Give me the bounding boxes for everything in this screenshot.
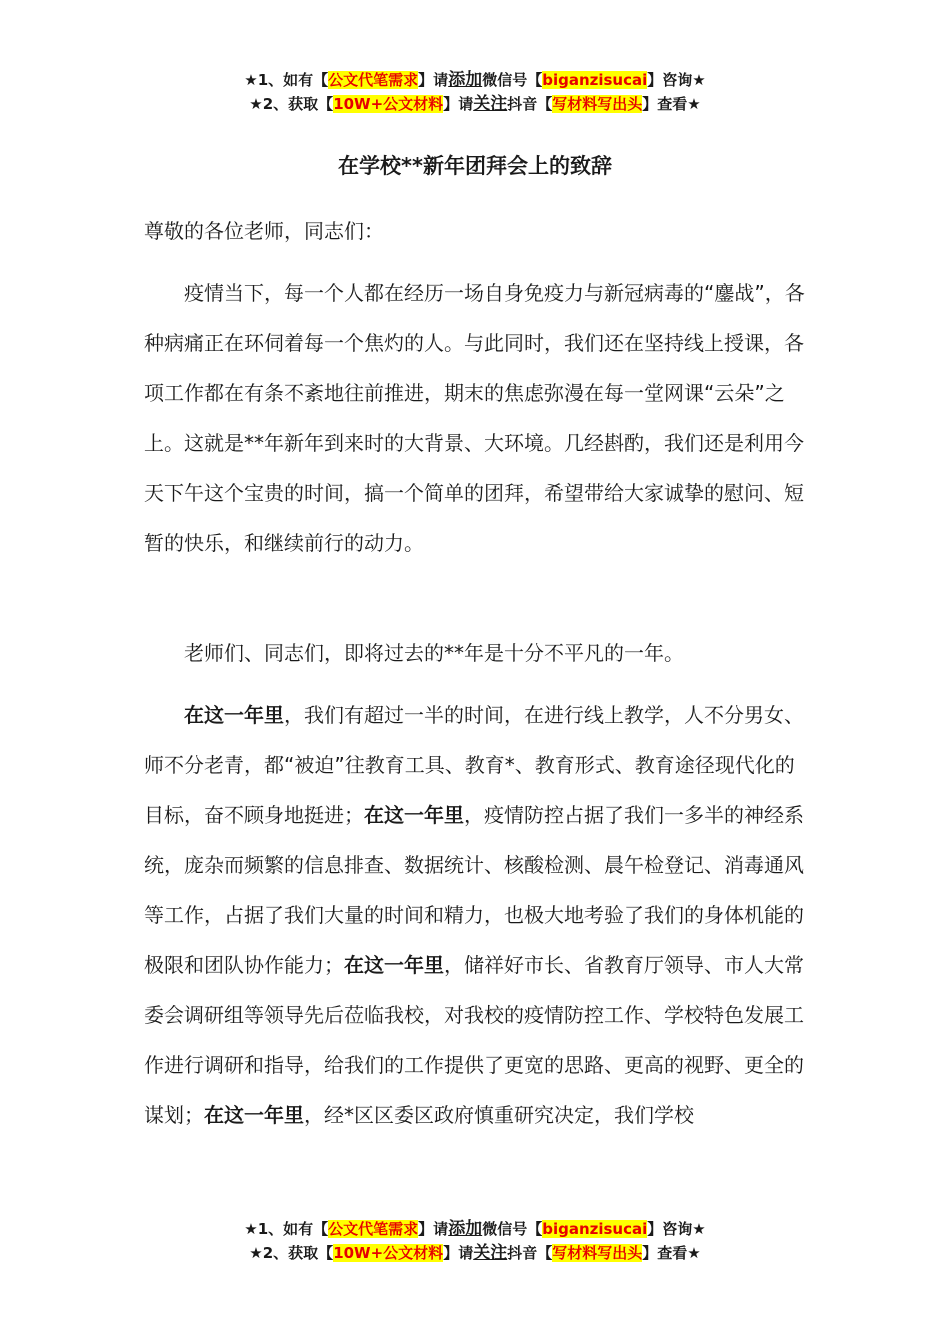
banner-text: 抖音【 (507, 1244, 553, 1262)
body-text: ，储祥好市长、省教育厅领导、市人大常委会调研组等领导先后莅临我校，对我校的疫情防控工作、学校特色发展工作进行调研和指导，给我们的工作提供了更宽的思路、更高的视野、更全的谋划； (144, 953, 804, 1127)
banner-highlight: 10W+公文材料 (333, 1244, 444, 1262)
paragraph (144, 628, 808, 678)
banner-text: ★2、获取【 (249, 95, 334, 113)
banner-text: 】请 (418, 1220, 449, 1238)
banner-highlight: 写材料写出头 (552, 1244, 643, 1262)
banner-text: ★2、获取【 (249, 1244, 334, 1262)
banner-emphasis: 添加 (448, 70, 483, 90)
banner-highlight: 写材料写出头 (552, 95, 643, 113)
banner-text: 抖音【 (507, 95, 553, 113)
banner-emphasis: 关注 (473, 1243, 508, 1263)
document-title: 在学校**新年团拜会上的致辞 (338, 154, 612, 178)
emphasis-text: 在这一年里 (184, 703, 284, 727)
banner-highlight: 10W+公文材料 (333, 95, 444, 113)
banner-text: ★1、如有【 (244, 71, 329, 89)
emphasis-text: 在这一年里 (364, 803, 464, 827)
paragraph-text: 老师们、同志们，即将过去的**年是十分不平凡的一年。 (184, 641, 684, 665)
header-banner (0, 68, 950, 116)
banner-highlight: biganzisucai (542, 1220, 648, 1238)
banner-highlight: 公文代笔需求 (328, 1220, 419, 1238)
body-text: ，疫情防控占据了我们一多半的神经系统，庞杂而频繁的信息排查、数据统计、核酸检测、晨午检登记、消毒通风等工作，占据了我们大量的时间和精力，也极大地考验了我们的身体机能的极限和团队协作能力； (144, 803, 804, 977)
banner-line-1 (0, 1217, 950, 1241)
banner-text: 】请 (443, 95, 474, 113)
emphasis-text: 在这一年里 (344, 953, 444, 977)
banner-emphasis: 关注 (473, 94, 508, 114)
banner-emphasis: 添加 (448, 1219, 483, 1239)
banner-highlight: 公文代笔需求 (328, 71, 419, 89)
paragraph (144, 268, 808, 568)
banner-text: 微信号【 (482, 71, 543, 89)
banner-text: ★1、如有【 (244, 1220, 329, 1238)
banner-text: 】请 (418, 71, 449, 89)
paragraph-text (144, 690, 812, 1140)
body-text: ，我们有超过一半的时间，在进行线上教学，人不分男女、师不分老青，都“被迫”往教育工具、教育*、教育形式、教育途径现代化的目标，奋不顾身地挺进； (144, 703, 804, 827)
banner-text: 微信号【 (482, 1220, 543, 1238)
paragraph (144, 690, 812, 1140)
banner-highlight: biganzisucai (542, 71, 648, 89)
banner-text: 】咨询★ (647, 71, 706, 89)
banner-line-2 (0, 1241, 950, 1265)
greeting: 尊敬的各位老师，同志们： (144, 219, 384, 243)
paragraph-text: 疫情当下，每一个人都在经历一场自身免疫力与新冠病毒的“鏖战”，各种病痛正在环伺着每一个焦灼的人。与此同时，我们还在坚持线上授课，各项工作都在有条不紊地往前推进，期末的焦虑弥漫在每一堂网课“云朵”之上。这就是**年新年到来时的大背景、大环境。几经斟酌，我们还是利用今天下午这个宝贵的时间，搞一个简单的团拜，希望带给大家诚挚的慰问、短暂的快乐，和继续前行的动力。 (144, 281, 805, 555)
banner-line-1 (0, 68, 950, 92)
banner-text: 】请 (443, 1244, 474, 1262)
banner-text: 】查看★ (642, 95, 701, 113)
footer-banner (0, 1217, 950, 1265)
banner-line-2 (0, 92, 950, 116)
emphasis-text: 在这一年里 (204, 1103, 304, 1127)
banner-text: 】查看★ (642, 1244, 701, 1262)
banner-text: 】咨询★ (647, 1220, 706, 1238)
body-text: ，经*区区委区政府慎重研究决定，我们学校 (304, 1103, 694, 1127)
